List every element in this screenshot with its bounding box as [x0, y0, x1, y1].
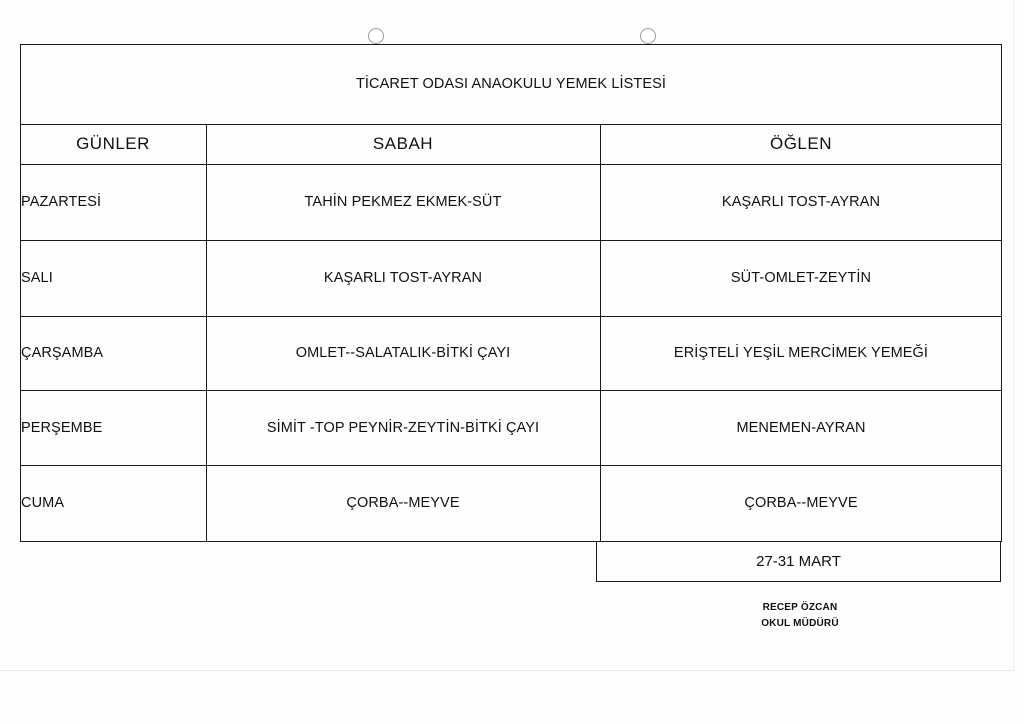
- page-edge-line: [1013, 0, 1014, 670]
- date-range: 27-31 MART: [596, 541, 1001, 582]
- header-days: GÜNLER: [76, 134, 150, 153]
- noon-meal-cell: SÜT-OMLET-ZEYTİN: [730, 270, 872, 286]
- morning-meal-cell: TAHİN PEKMEZ EKMEK-SÜT: [304, 194, 502, 210]
- principal-title: OKUL MÜDÜRÜ: [761, 618, 839, 629]
- principal-name: RECEP ÖZCAN: [762, 602, 838, 613]
- noon-meal-cell: ÇORBA--MEYVE: [744, 495, 858, 511]
- morning-meal-cell: ÇORBA--MEYVE: [346, 495, 460, 511]
- header-noon: ÖĞLEN: [769, 134, 833, 153]
- day-cell: SALI: [21, 270, 53, 286]
- day-cell: CUMA: [21, 495, 65, 511]
- punch-hole: [640, 28, 656, 44]
- menu-title: TİCARET ODASI ANAOKULU YEMEK LİSTESİ: [355, 76, 667, 92]
- noon-meal-cell: MENEMEN-AYRAN: [736, 419, 866, 436]
- punch-hole: [368, 28, 384, 44]
- page-edge-line: [0, 670, 1014, 671]
- day-cell: PERŞEMBE: [21, 419, 103, 436]
- noon-meal-cell: ERİŞTELİ YEŞİL MERCİMEK YEMEĞİ: [673, 345, 929, 361]
- header-morning: SABAH: [372, 134, 434, 153]
- morning-meal-cell: OMLET--SALATALIK-BİTKİ ÇAYI: [295, 345, 511, 361]
- noon-meal-cell: KAŞARLI TOST-AYRAN: [721, 194, 881, 210]
- day-cell: PAZARTESİ: [21, 194, 102, 210]
- morning-meal-cell: SİMİT -TOP PEYNİR-ZEYTİN-BİTKİ ÇAYI: [266, 419, 540, 436]
- morning-meal-cell: KAŞARLI TOST-AYRAN: [323, 270, 483, 286]
- day-cell: ÇARŞAMBA: [21, 345, 104, 361]
- menu-table: [20, 44, 1002, 542]
- signature-block: [700, 600, 900, 632]
